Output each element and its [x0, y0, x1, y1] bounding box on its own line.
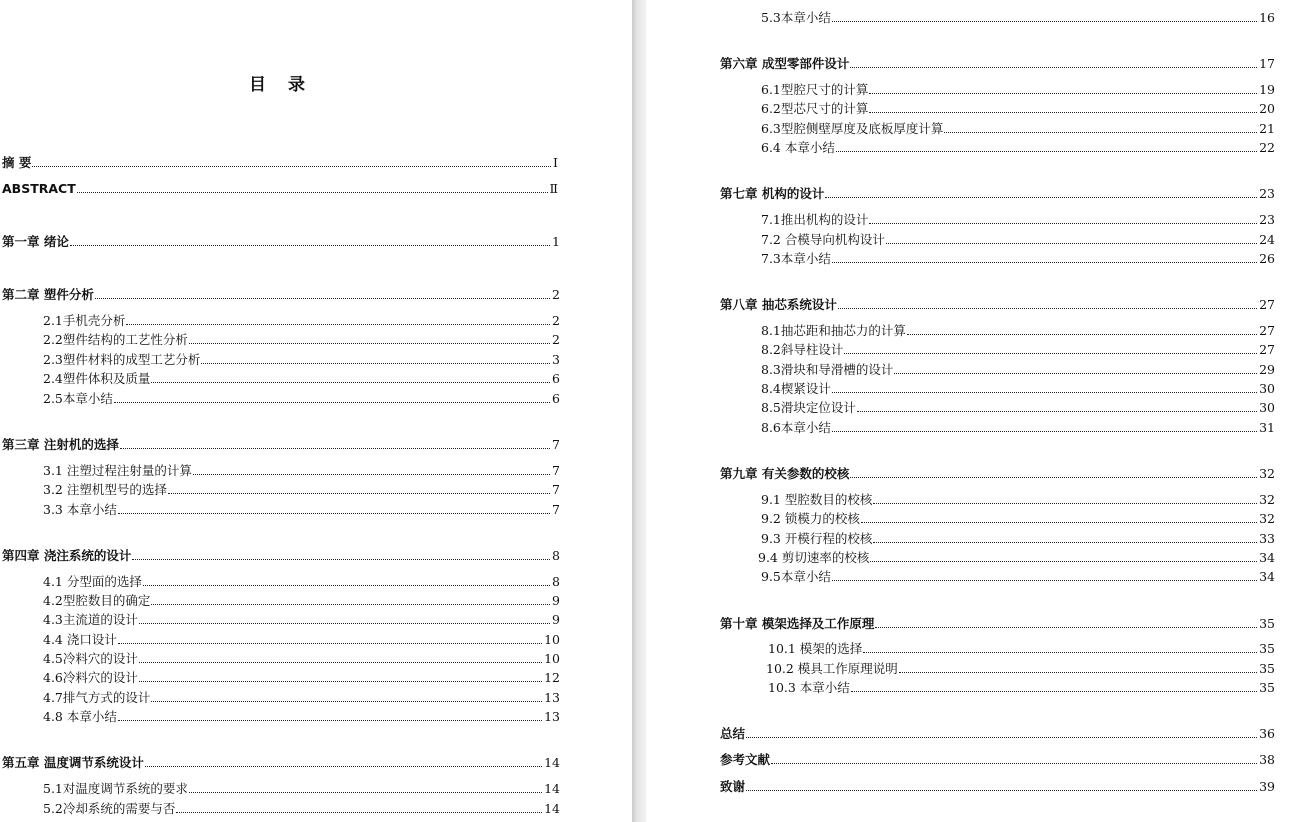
toc-entry-page: 26 [1259, 251, 1275, 266]
toc-entry-label: 9.3 开模行程的校核 [761, 531, 873, 546]
toc-entry-label: 2.2塑件结构的工艺性分析 [43, 332, 188, 347]
toc-entry-label: 4.3主流道的设计 [43, 612, 138, 627]
toc-entry-page: 22 [1259, 140, 1275, 155]
toc-entry-page: 20 [1259, 101, 1275, 116]
toc-entry-page: 23 [1259, 186, 1275, 201]
leader-dots [894, 373, 1257, 374]
toc-entry-label: ABSTRACT [2, 181, 76, 196]
leader-dots [869, 112, 1257, 113]
toc-entry-section[interactable] [43, 632, 560, 648]
toc-entry-label: 第八章 抽芯系统设计 [720, 297, 837, 312]
leader-dots [70, 245, 550, 246]
leader-dots [863, 652, 1257, 653]
toc-entry-section[interactable] [43, 352, 560, 368]
toc-entry-label: 6.1型腔尺寸的计算 [761, 82, 869, 97]
toc-entry-label: 第五章 温度调节系统设计 [2, 755, 144, 770]
toc-entry-label: 7.2 合模导向机构设计 [761, 232, 885, 247]
toc-entry-label: 2.3塑件材料的成型工艺分析 [43, 352, 201, 367]
toc-entry-chapter-7[interactable] [720, 186, 1275, 202]
toc-entry-label: 9.4 剪切速率的校核 [758, 550, 870, 565]
toc-entry-page: 35 [1259, 680, 1275, 695]
left-page [0, 0, 632, 822]
leader-dots [825, 197, 1257, 198]
toc-entry-section[interactable] [43, 371, 560, 387]
toc-entry-label: 4.7排气方式的设计 [43, 690, 151, 705]
toc-entry-section[interactable] [43, 651, 560, 667]
leader-dots [771, 763, 1257, 764]
toc-entry-label: 10.2 模具工作原理说明 [766, 661, 898, 676]
toc-entry-abstract-en[interactable] [2, 181, 558, 197]
leader-dots [850, 477, 1257, 478]
toc-entry-page: 32 [1259, 492, 1275, 507]
toc-entry-label: 9.2 锁模力的校核 [761, 511, 860, 526]
toc-entry-page: 39 [1259, 779, 1275, 794]
leader-dots [168, 493, 550, 494]
toc-entry-label: 9.5本章小结 [761, 569, 831, 584]
toc-entry-page: 17 [1259, 56, 1275, 71]
leader-dots [832, 21, 1257, 22]
toc-entry-page: 2 [552, 332, 560, 347]
toc-entry-label: 9.1 型腔数目的校核 [761, 492, 873, 507]
toc-entry-page: 27 [1259, 323, 1275, 338]
toc-entry-section[interactable] [761, 140, 1275, 156]
toc-entry-page: 33 [1259, 531, 1275, 546]
toc-entry-section[interactable] [761, 82, 1275, 98]
toc-entry-label: 参考文献 [720, 752, 771, 767]
toc-entry-section[interactable] [761, 569, 1275, 585]
leader-dots [120, 448, 550, 449]
leader-dots [851, 691, 1257, 692]
toc-entry-label: 8.3滑块和导滑槽的设计 [761, 362, 894, 377]
toc-entry-page: 14 [544, 781, 560, 796]
toc-entry-page: 34 [1259, 569, 1275, 584]
toc-entry-section[interactable] [768, 680, 1275, 696]
leader-dots [32, 166, 551, 167]
toc-entry-page: 7 [552, 463, 560, 478]
toc-entry-label: 7.3本章小结 [761, 251, 831, 266]
leader-dots [850, 67, 1257, 68]
toc-entry-page: 8 [552, 574, 560, 589]
leader-dots [836, 151, 1257, 152]
toc-entry-label: 2.4塑件体积及质量 [43, 371, 151, 386]
toc-entry-page: 6 [552, 371, 560, 386]
toc-entry-page: 9 [552, 593, 560, 608]
toc-entry-section[interactable] [761, 492, 1275, 508]
leader-dots [746, 737, 1257, 738]
toc-entry-page: 31 [1259, 420, 1275, 435]
leader-dots [143, 585, 550, 586]
toc-entry-page: 10 [544, 632, 560, 647]
toc-entry-chapter-9[interactable] [720, 466, 1275, 482]
toc-entry-chapter-2[interactable] [2, 287, 560, 303]
toc-entry-page: 9 [552, 612, 560, 627]
leader-dots [832, 431, 1257, 432]
toc-entry-section[interactable] [761, 342, 1275, 358]
toc-entry-page: 21 [1259, 121, 1275, 136]
toc-entry-label: 8.1抽芯距和抽芯力的计算 [761, 323, 906, 338]
toc-entry-page: Ⅰ [553, 155, 558, 170]
leader-dots [875, 627, 1257, 628]
toc-entry-page: 35 [1259, 661, 1275, 676]
toc-entry-label: 第七章 机构的设计 [720, 186, 825, 201]
toc-entry-label: 10.1 模架的选择 [768, 641, 863, 656]
toc-entry-label: 8.2斜导柱设计 [761, 342, 844, 357]
toc-entry-label: 7.1推出机构的设计 [761, 212, 869, 227]
toc-entry-section[interactable] [761, 381, 1275, 397]
toc-entry-page: 1 [552, 234, 560, 249]
leader-dots [139, 662, 542, 663]
toc-entry-chapter-3[interactable] [2, 437, 560, 453]
toc-entry-page: 30 [1259, 381, 1275, 396]
toc-entry-page: 32 [1259, 511, 1275, 526]
toc-entry-section[interactable] [43, 463, 560, 479]
toc-entry-page: 27 [1259, 297, 1275, 312]
toc-entry-page: 13 [544, 690, 560, 705]
leader-dots [857, 411, 1257, 412]
leader-dots [832, 392, 1257, 393]
toc-entry-page: 7 [552, 437, 560, 452]
toc-entry-section[interactable] [43, 709, 560, 725]
leader-dots [873, 503, 1257, 504]
toc-entry-page: 10 [544, 651, 560, 666]
leader-dots [832, 262, 1257, 263]
toc-entry-label: 2.5本章小结 [43, 391, 113, 406]
toc-entry-page: 24 [1259, 232, 1275, 247]
toc-entry-page: 7 [552, 482, 560, 497]
toc-entry-label: 第三章 注射机的选择 [2, 437, 119, 452]
toc-entry-section[interactable] [43, 670, 560, 686]
toc-entry-section[interactable] [43, 690, 560, 706]
toc-entry-label: 3.2 注塑机型号的选择 [43, 482, 167, 497]
toc-entry-label: 第二章 塑件分析 [2, 287, 94, 302]
toc-entry-section[interactable] [761, 212, 1275, 228]
toc-entry-page: 38 [1259, 752, 1275, 767]
toc-entry-section[interactable] [43, 801, 560, 817]
toc-entry-label: 第六章 成型零部件设计 [720, 56, 850, 71]
leader-dots [145, 766, 542, 767]
toc-entry-section[interactable] [43, 574, 560, 590]
toc-entry-acknowledgements[interactable] [720, 779, 1275, 795]
toc-entry-page: 32 [1259, 466, 1275, 481]
toc-entry-page: 16 [1259, 10, 1275, 25]
toc-entry-label: 总结 [720, 726, 746, 741]
leader-dots [886, 243, 1257, 244]
leader-dots [899, 672, 1257, 673]
toc-entry-chapter-10[interactable] [720, 616, 1275, 632]
toc-entry-chapter-4[interactable] [2, 548, 560, 564]
toc-entry-label: 第九章 有关参数的校核 [720, 466, 850, 481]
toc-entry-label: 2.1手机壳分析 [43, 313, 126, 328]
toc-entry-label: 第四章 浇注系统的设计 [2, 548, 132, 563]
toc-entry-label: 3.1 注塑过程注射量的计算 [43, 463, 192, 478]
toc-entry-section[interactable] [761, 101, 1275, 117]
toc-entry-section[interactable] [761, 10, 1275, 26]
toc-entry-chapter-8[interactable] [720, 297, 1275, 313]
toc-entry-page: 2 [552, 313, 560, 328]
toc-entry-label: 4.2型腔数目的确定 [43, 593, 151, 608]
toc-entry-section[interactable] [758, 550, 1275, 566]
leader-dots [869, 223, 1257, 224]
right-page [646, 0, 1307, 822]
toc-entry-label: 5.1对温度调节系统的要求 [43, 781, 188, 796]
toc-entry-page: 35 [1259, 641, 1275, 656]
toc-entry-section[interactable] [761, 251, 1275, 267]
page-gutter [632, 0, 646, 822]
leader-dots [201, 363, 550, 364]
leader-dots [151, 604, 550, 605]
toc-entry-section[interactable] [768, 641, 1275, 657]
leader-dots [151, 382, 550, 383]
toc-title: 目 录 [249, 75, 313, 95]
leader-dots [176, 812, 542, 813]
toc-entry-label: 10.3 本章小结 [768, 680, 850, 695]
toc-entry-section[interactable] [761, 511, 1275, 527]
toc-entry-section[interactable] [761, 362, 1275, 378]
leader-dots [907, 334, 1257, 335]
toc-entry-label: 4.1 分型面的选择 [43, 574, 142, 589]
leader-dots [869, 93, 1257, 94]
toc-entry-chapter-6[interactable] [720, 56, 1275, 72]
toc-entry-label: 8.4楔紧设计 [761, 381, 831, 396]
leader-dots [870, 561, 1257, 562]
toc-entry-label: 致谢 [720, 779, 746, 794]
toc-entry-summary[interactable] [720, 726, 1275, 742]
toc-entry-page: 8 [552, 548, 560, 563]
toc-entry-section[interactable] [761, 400, 1275, 416]
toc-entry-label: 摘 要 [2, 155, 32, 170]
toc-entry-section[interactable] [43, 593, 560, 609]
toc-entry-section[interactable] [43, 502, 560, 518]
toc-entry-label: 4.6冷料穴的设计 [43, 670, 138, 685]
toc-entry-section[interactable] [43, 612, 560, 628]
toc-entry-section[interactable] [43, 313, 560, 329]
leader-dots [832, 580, 1257, 581]
toc-entry-label: 4.4 浇口设计 [43, 632, 117, 647]
leader-dots [139, 681, 542, 682]
toc-entry-references[interactable] [720, 752, 1275, 768]
toc-entry-label: 8.5滑块定位设计 [761, 400, 856, 415]
toc-entry-section[interactable] [43, 482, 560, 498]
leader-dots [873, 542, 1257, 543]
leader-dots [132, 559, 550, 560]
toc-entry-section[interactable] [766, 661, 1275, 677]
toc-entry-page: 36 [1259, 726, 1275, 741]
toc-entry-label: 5.3本章小结 [761, 10, 831, 25]
toc-entry-page: 27 [1259, 342, 1275, 357]
toc-entry-label: 5.2冷却系统的需要与否 [43, 801, 176, 816]
toc-entry-page: 23 [1259, 212, 1275, 227]
toc-entry-page: 7 [552, 502, 560, 517]
toc-entry-page: 6 [552, 391, 560, 406]
toc-entry-chapter-1[interactable] [2, 234, 560, 250]
toc-entry-section[interactable] [761, 232, 1275, 248]
toc-entry-section[interactable] [43, 391, 560, 407]
toc-entry-section[interactable] [43, 332, 560, 348]
toc-entry-page: 13 [544, 709, 560, 724]
leader-dots [118, 720, 542, 721]
toc-entry-page: 34 [1259, 550, 1275, 565]
leader-dots [151, 701, 542, 702]
toc-entry-page: 14 [544, 755, 560, 770]
toc-entry-section[interactable] [43, 781, 560, 797]
leader-dots [118, 513, 550, 514]
toc-entry-label: 第十章 模架选择及工作原理 [720, 616, 875, 631]
toc-entry-label: 6.4 本章小结 [761, 140, 835, 155]
leader-dots [114, 402, 550, 403]
toc-entry-abstract-cn[interactable] [2, 155, 558, 171]
leader-dots [944, 132, 1257, 133]
leader-dots [189, 792, 542, 793]
leader-dots [126, 324, 550, 325]
toc-entry-page: 2 [552, 287, 560, 302]
toc-entry-page: 35 [1259, 616, 1275, 631]
toc-entry-label: 第一章 绪论 [2, 234, 69, 249]
toc-entry-label: 4.5冷料穴的设计 [43, 651, 138, 666]
toc-entry-page: 30 [1259, 400, 1275, 415]
toc-entry-page: Ⅱ [549, 181, 558, 196]
toc-entry-section[interactable] [761, 531, 1275, 547]
leader-dots [838, 308, 1257, 309]
leader-dots [861, 522, 1257, 523]
toc-entry-section[interactable] [761, 121, 1275, 137]
toc-entry-page: 29 [1259, 362, 1275, 377]
toc-entry-section[interactable] [761, 323, 1275, 339]
toc-entry-page: 3 [552, 352, 560, 367]
toc-entry-label: 8.6本章小结 [761, 420, 831, 435]
toc-entry-page: 19 [1259, 82, 1275, 97]
toc-entry-label: 3.3 本章小结 [43, 502, 117, 517]
leader-dots [746, 790, 1257, 791]
leader-dots [77, 192, 548, 193]
toc-entry-page: 12 [544, 670, 560, 685]
toc-entry-chapter-5[interactable] [2, 755, 560, 771]
leader-dots [95, 298, 550, 299]
toc-entry-page: 14 [544, 801, 560, 816]
toc-entry-section[interactable] [761, 420, 1275, 436]
leader-dots [118, 643, 542, 644]
toc-entry-label: 6.2型芯尺寸的计算 [761, 101, 869, 116]
leader-dots [844, 353, 1257, 354]
leader-dots [193, 474, 550, 475]
leader-dots [139, 623, 550, 624]
toc-entry-label: 6.3型腔侧壁厚度及底板厚度计算 [761, 121, 944, 136]
leader-dots [189, 343, 550, 344]
toc-entry-label: 4.8 本章小结 [43, 709, 117, 724]
